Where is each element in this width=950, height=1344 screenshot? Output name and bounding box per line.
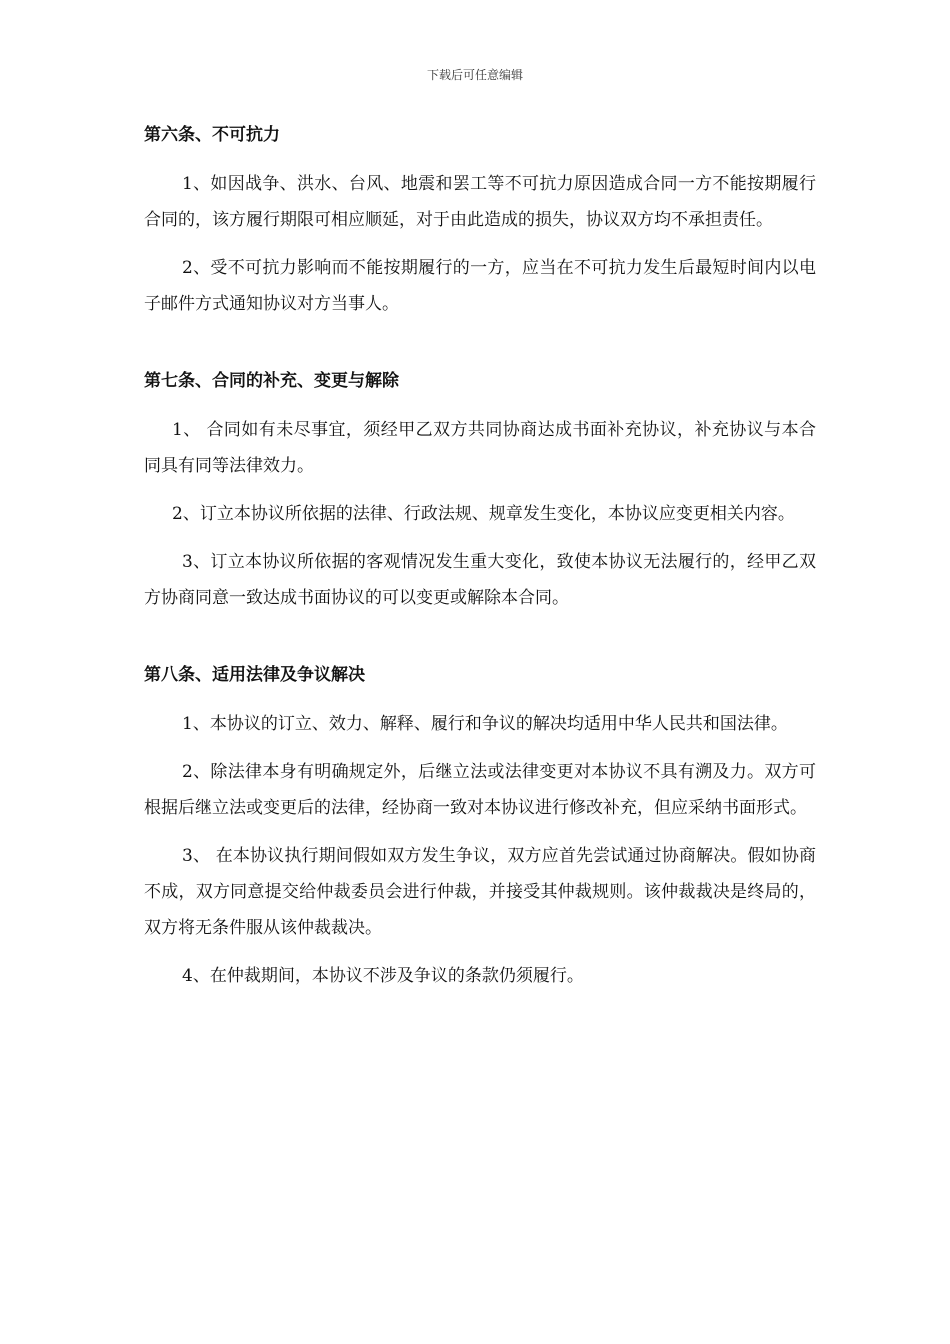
section-governing-law (144, 660, 816, 994)
section-force-majeure (144, 120, 816, 322)
clause-paragraph: 2、除法律本身有明确规定外，后继立法或法律变更对本协议不具有溯及力。双方可根据后继立法或变更后的法律，经协商一致对本协议进行修改补充，但应采纳书面形式。 (144, 762, 816, 818)
clause-paragraph: 3、 在本协议执行期间假如双方发生争议，双方应首先尝试通过协商解决。假如协商不成，双方同意提交给仲裁委员会进行仲裁，并接受其仲裁规则。该仲裁裁决是终局的，双方将无条件服从该仲裁裁决。 (144, 846, 816, 938)
section-title: 第八条、适用法律及争议解决 (144, 665, 365, 685)
clause-paragraph: 4、在仲裁期间，本协议不涉及争议的条款仍须履行。 (182, 966, 584, 986)
clause-paragraph: 1、本协议的订立、效力、解释、履行和争议的解决均适用中华人民共和国法律。 (182, 714, 788, 734)
clause-paragraph: 2、受不可抗力影响而不能按期履行的一方，应当在不可抗力发生后最短时间内以电子邮件方式通知协议对方当事人。 (144, 258, 816, 314)
section-title: 第七条、合同的补充、变更与解除 (144, 371, 399, 391)
document-body (144, 120, 816, 1038)
section-title: 第六条、不可抗力 (144, 125, 280, 145)
clause-paragraph: 1、如因战争、洪水、台风、地震和罢工等不可抗力原因造成合同一方不能按期履行合同的，该方履行期限可相应顺延，对于由此造成的损失，协议双方均不承担责任。 (144, 174, 816, 230)
clause-paragraph: 1、 合同如有未尽事宜，须经甲乙双方共同协商达成书面补充协议，补充协议与本合同具有同等法律效力。 (144, 420, 816, 476)
section-amendment (144, 366, 816, 616)
page-header-note: 下载后可任意编辑 (426, 68, 523, 82)
clause-paragraph: 3、订立本协议所依据的客观情况发生重大变化，致使本协议无法履行的，经甲乙双方协商同意一致达成书面协议的可以变更或解除本合同。 (144, 552, 816, 608)
clause-paragraph: 2、订立本协议所依据的法律、行政法规、规章发生变化，本协议应变更相关内容。 (172, 504, 795, 524)
